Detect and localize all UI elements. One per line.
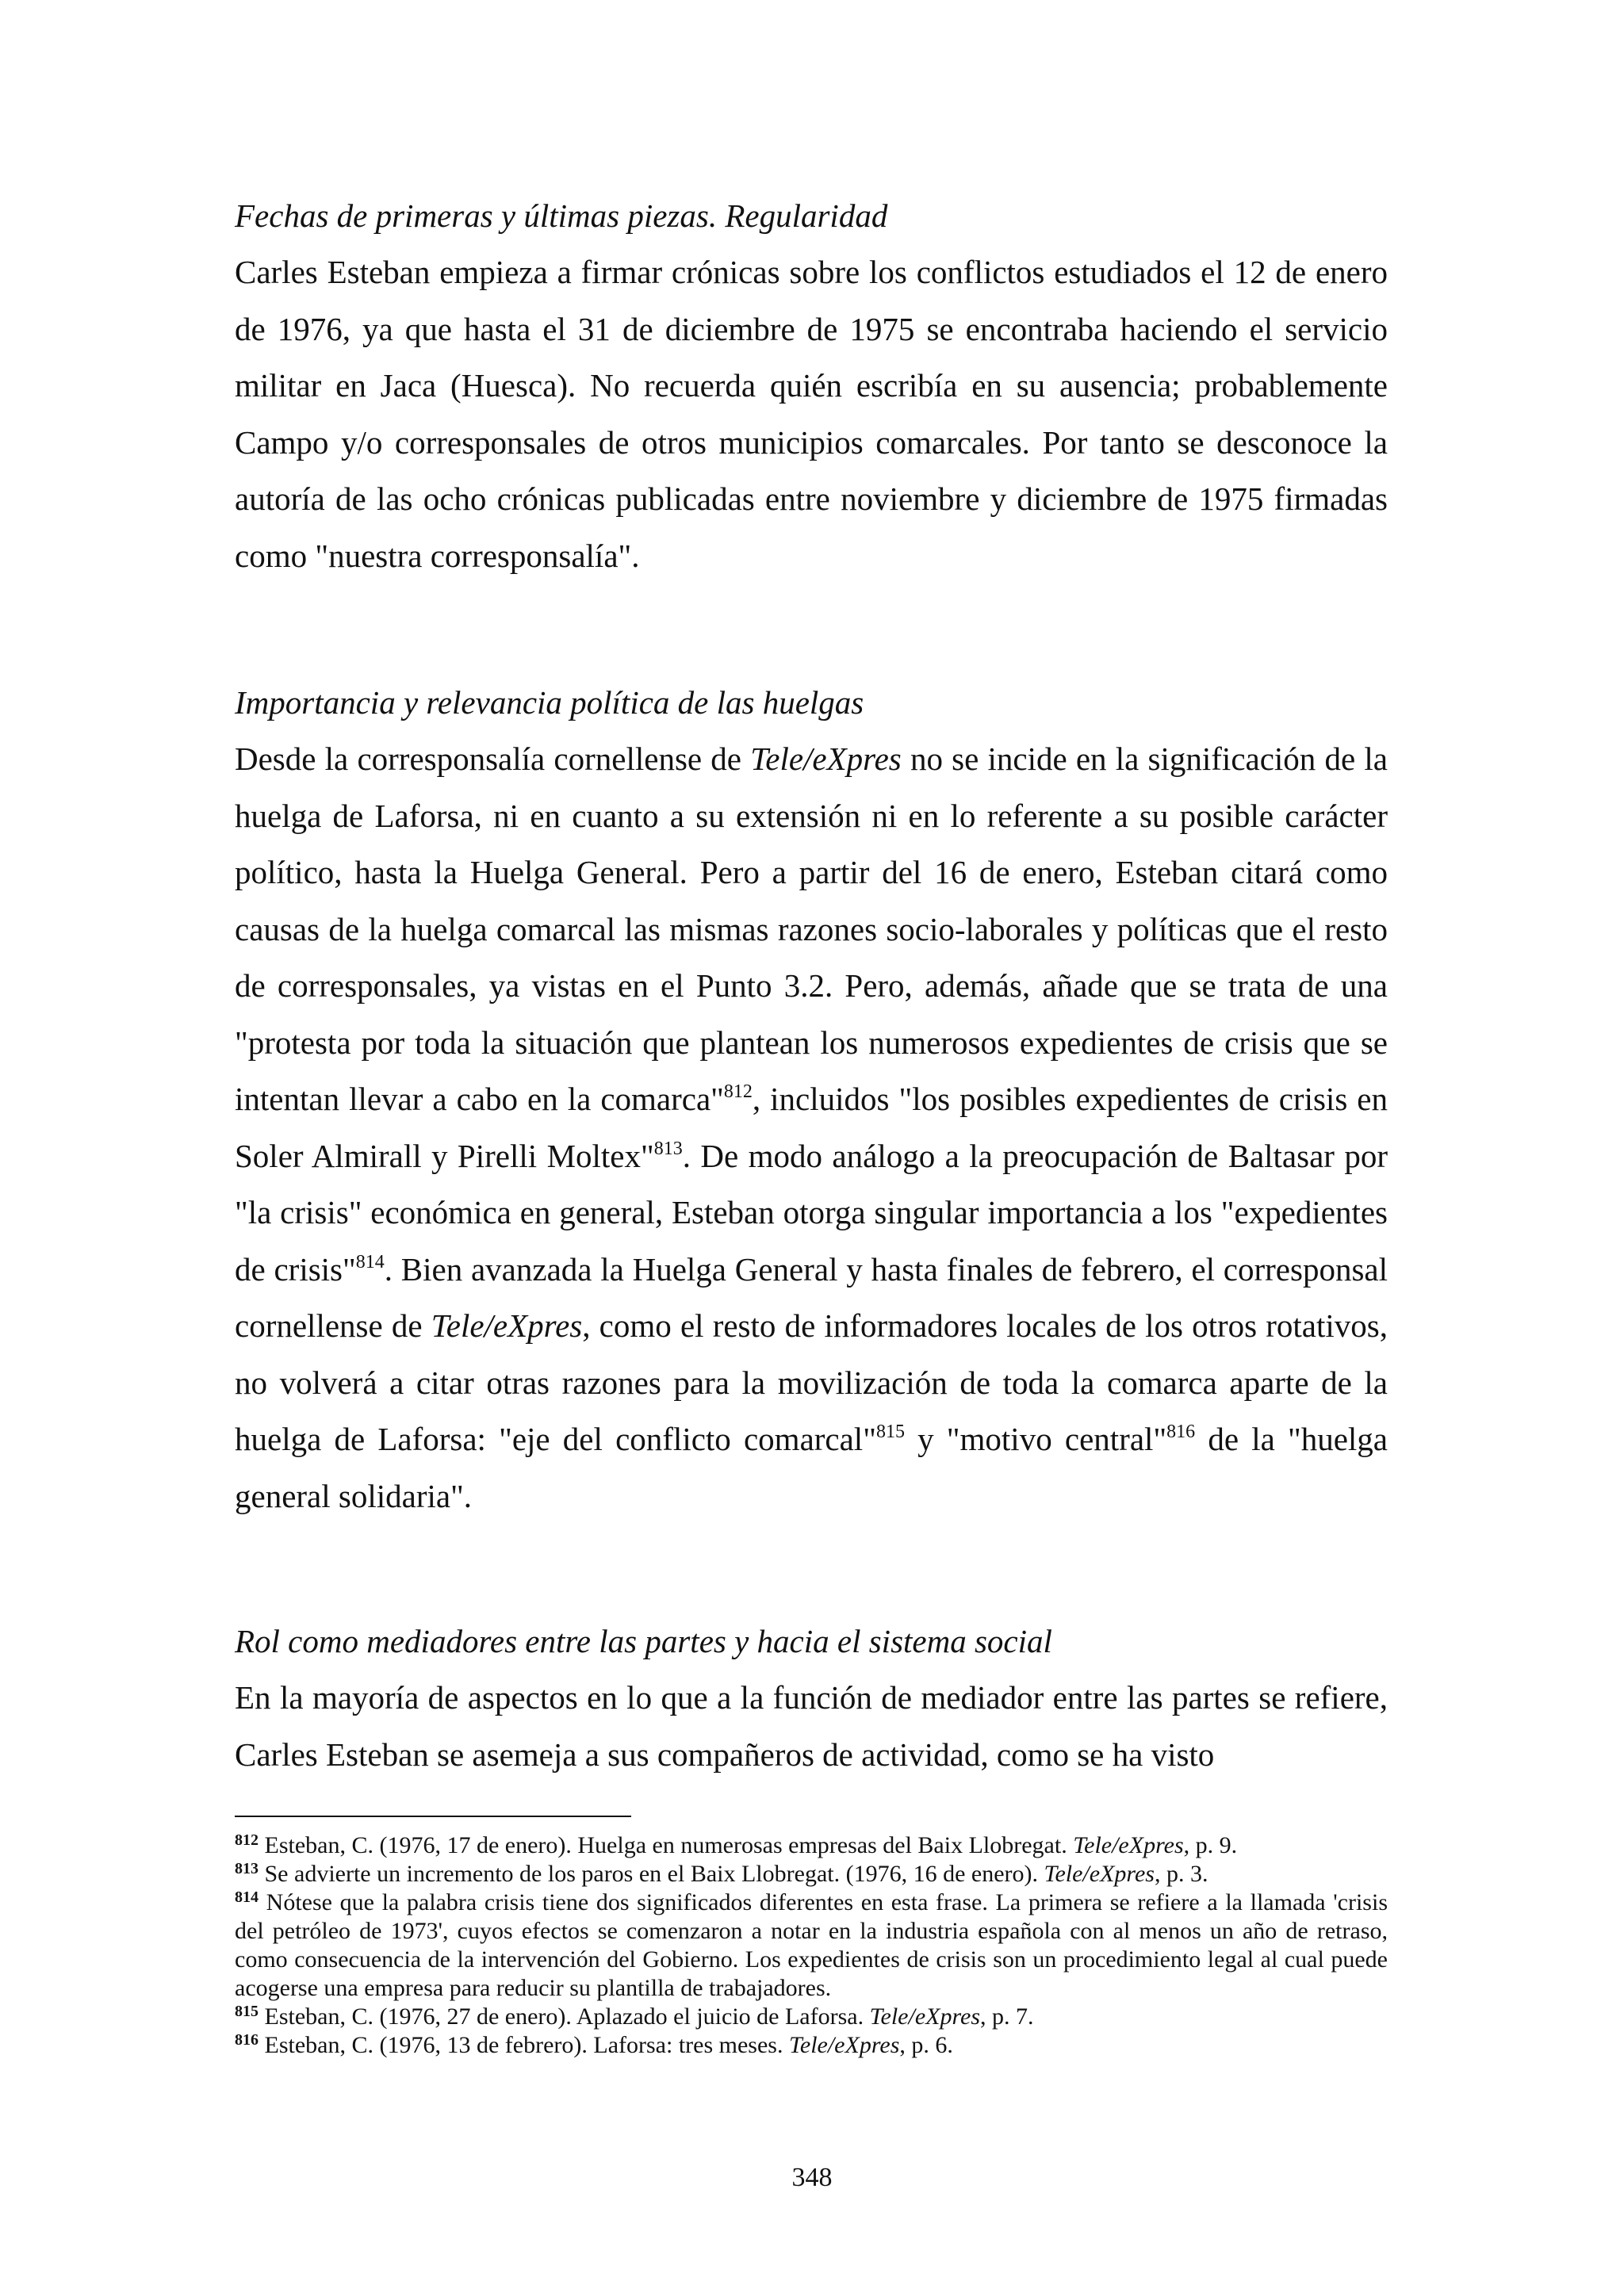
section-importance [235, 674, 1388, 1525]
footnote-ref-816: 816 [1166, 1422, 1196, 1442]
footnote-816: $^{816}$ Esteban, C. (1976, 13 de febrero). Laforsa: tres meses. Tele/eXpres, p. 6. [235, 2031, 953, 2058]
paragraph-importance: Desde la corresponsalía cornellense de Tele/eXpres no se incide en la significación de la huelga de Laforsa, ni en cuanto a su extensión ni en lo referente a su posible carácter político, hasta la Huelga General. Pero a partir del 16 de enero, Esteban citará como causas de la huelga comarcal las mismas razones socio-laborales y políticas que el resto de corresponsales, ya vistas en el Punto 3.2. Pero, además, añade que se trata de una "protesta por toda la situación que plantean los numerosos expedientes de crisis que se intentan llevar a cabo en la comarca"$^{812}$, incluidos "los posibles expedientes de crisis en Soler Almirall y Pirelli Moltex"$^{813}$. De modo análogo a la preocupación de Baltasar por "la crisis" económica en general, Esteban otorga singular importancia a los "expedientes de crisis"$^{814}$. Bien avanzada la Huelga General y hasta finales de febrero, el corresponsal cornellense de Tele/eXpres, como el resto de informadores locales de los otros rotativos, no volverá a citar otras razones para la movilización de toda la comarca aparte de la huelga de Laforsa: "eje del conflicto comarcal"$^{815}$ y "motivo central"$^{816}$ de la "huelga general solidaria". [235, 740, 1388, 1514]
footnotes [235, 1831, 1388, 2060]
page-number: 348 [791, 2163, 833, 2192]
section-mediators [235, 1613, 1388, 1783]
footnote-ref-813: 813 [653, 1138, 683, 1159]
footnote-separator [235, 1816, 631, 1817]
section-heading-mediators: Rol como mediadores entre las partes y hacia el sistema social [235, 1623, 1052, 1659]
paragraph-dates: Carles Esteban empieza a firmar crónicas sobre los conflictos estudiados el 12 de enero de 1976, ya que hasta el 31 de diciembre de 1975 se encontraba haciendo el servicio militar en Jaca (Huesca). No recuerda quién escribía en su ausencia; probablemente Campo y/o corresponsales de otros municipios comarcales. Por tanto se desconoce la autoría de las ocho crónicas publicadas entre noviembre y diciembre de 1975 firmadas como "nuestra corresponsalía". [235, 254, 1388, 574]
footnote-ref-814: 814 [355, 1251, 385, 1272]
footnote-ref-815: 815 [875, 1422, 905, 1442]
footnote-813: $^{813}$ Se advierte un incremento de los paros en el Baix Llobregat. (1976, 16 de enero). Tele/eXpres, p. 3. [235, 1860, 1208, 1887]
footnote-815: $^{815}$ Esteban, C. (1976, 27 de enero). Aplazado el juicio de Laforsa. Tele/eXpres, p. 7. [235, 2003, 1034, 2030]
section-heading-dates: Fechas de primeras y últimas piezas. Regularidad [235, 197, 888, 234]
paragraph-mediators: En la mayoría de aspectos en lo que a la función de mediador entre las partes se refiere, Carles Esteban se asemeja a sus compañeros de actividad, como se ha visto [235, 1679, 1388, 1773]
footnote-814: $^{814}$ Nótese que la palabra crisis tiene dos significados diferentes en esta frase. La primera se refiere a la llamada 'crisis del petróleo de 1973', cuyos efectos se comenzaron a notar en la industria española con al menos un año de retraso, como consecuencia de la intervención del Gobierno. Los expedientes de crisis son un procedimiento legal al cual puede acogerse una empresa para reducir su plantilla de trabajadores. [235, 1888, 1388, 2001]
section-heading-importance: Importancia y relevancia política de las huelgas [235, 684, 864, 721]
footnote-812: $^{812}$ Esteban, C. (1976, 17 de enero). Huelga en numerosas empresas del Baix Llobregat. Tele/eXpres, p. 9. [235, 1831, 1238, 1858]
footnote-ref-812: 812 [723, 1081, 753, 1102]
newspaper-title: Tele/eXpres [431, 1307, 583, 1344]
section-dates [235, 187, 1388, 584]
newspaper-title: Tele/eXpres [750, 740, 902, 777]
